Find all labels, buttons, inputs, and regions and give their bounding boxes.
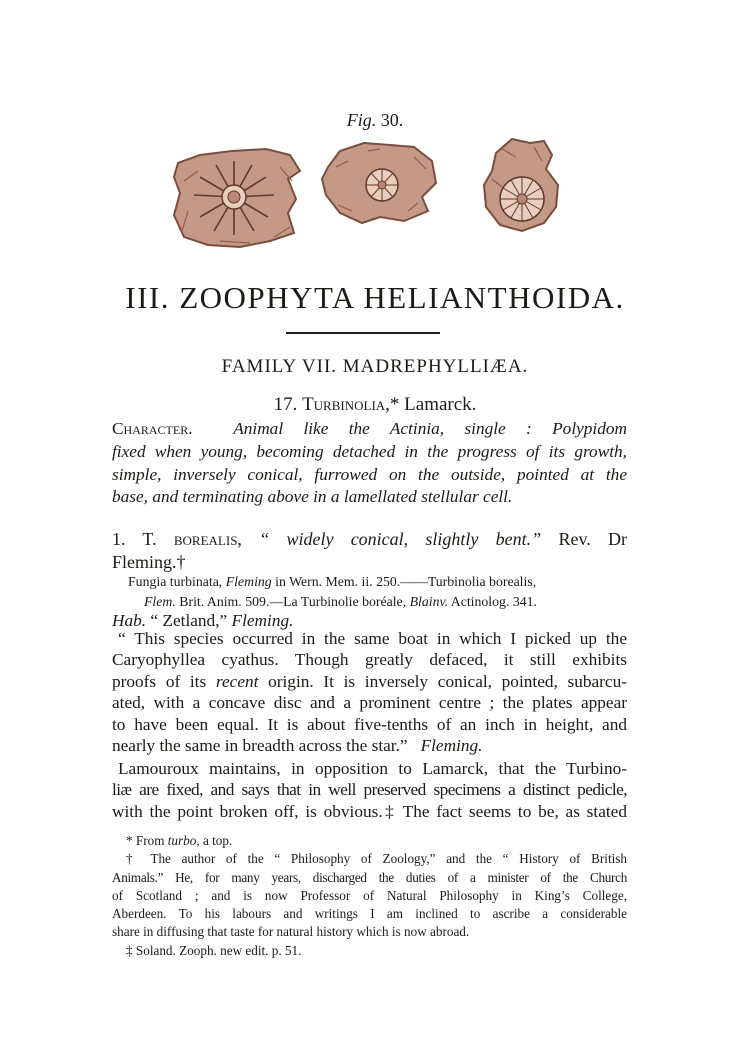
habitat-text: “ Zetland,” [150,611,228,630]
family-heading: FAMILY VII. MADREPHYLLIÆA. [221,356,529,377]
genus-author: Lamarck. [404,394,477,415]
footnote-1: * From turbo, a top. [126,833,233,848]
quote-line: nearly the same in breadth across the star.” Fleming. [112,736,483,756]
specimen-illustration-middle [318,137,440,227]
specimen-illustration-right [478,135,564,235]
species-footnote-mark: † [176,552,186,572]
quote-line: to have been equal. It is about five-tenths of an inch in height, and [112,714,627,734]
figure-label: Fig. [346,110,377,130]
footnotes [112,832,627,960]
genus-name: Turbinolia, [302,394,390,415]
genus-heading [0,394,750,416]
quote-paragraph [112,628,627,756]
character-paragraph [112,418,627,509]
species-number: 1. T. [112,529,157,549]
lamouroux-line: with the point broken off, is obvious.‡ The fact seems to be, as stated [112,801,627,821]
species-diagnosis: “ widely conical, slightly bent.” [259,529,542,549]
lamouroux-paragraph [112,758,627,822]
character-line: base, and terminating above in a lamellated stellular cell. [112,487,513,507]
synonymy-line: Fungia turbinata, Fleming in Wern. Mem. ii. 250.——Turbinolia borealis, [128,574,537,589]
habitat-label: Hab. [112,611,147,630]
character-line: simple, inversely conical, furrowed on the outside, pointed at the [112,464,627,484]
figure-illustrations [0,135,750,255]
quote-line: ated, with a concave disc and a prominent centre ; the plates appear [112,693,627,713]
species-name: borealis, [173,529,242,549]
genus-number: 17. [273,394,298,415]
footnote-2: † The author of the “ Philosophy of Zoology,” and the “ History of British [126,851,627,867]
character-text: Animal like the Actinia, single : Polypidom [233,419,627,438]
species-authority: Rev. Dr [558,529,628,549]
footnote-mark: ‡ [382,801,397,821]
footnote-2: Aberdeen. To his labours and writings I am inclined to ascribe a considerable [112,906,627,922]
habitat-authority: Fleming. [231,611,294,630]
specimen-illustration-left [170,141,306,251]
footnote-2: share in diffusing that taste for natural history which is now abroad. [112,924,470,940]
quote-line: proofs of its recent origin. It is inversely conical, pointed, subarcu- [112,671,627,691]
title-divider [286,332,440,334]
quote-line: Caryophyllea cyathus. Though greatly defaced, it still exhibits [112,650,627,670]
synonymy-line: Flem. Brit. Anim. 509.—La Turbinolie boréale, Blainv. Actinolog. 341. [144,593,537,609]
figure-caption [0,110,750,131]
species-line [112,528,627,551]
footnote-3: ‡ Soland. Zooph. new edit. p. 51. [126,942,302,958]
character-line [112,418,627,441]
character-label: Character. [112,419,193,438]
lamouroux-line: Lamouroux maintains, in opposition to Lamarck, that the Turbino- [118,759,627,778]
section-title: III. ZOOPHYTA HELIANTHOIDA. [125,280,625,315]
species-line: Fleming.† [112,552,186,572]
genus-footnote-mark: * [389,394,400,415]
character-line: fixed when young, becoming detached in the progress of its growth, [112,441,627,461]
footnote-2: of Scotland ; and is now Professor of Natural Philosophy in King’s College, [112,887,627,903]
synonymy-block [128,572,626,611]
lamouroux-line: liæ are fixed, and says that in well preserved specimens a distinct pedicle, [112,780,627,800]
figure-number: 30. [380,110,404,130]
footnote-2: Animals.” He, for many years, discharged the duties of a minister of the Church [112,869,627,885]
species-entry [112,528,627,574]
quote-line: “ This species occurred in the same boat in which I picked up the [118,629,627,648]
